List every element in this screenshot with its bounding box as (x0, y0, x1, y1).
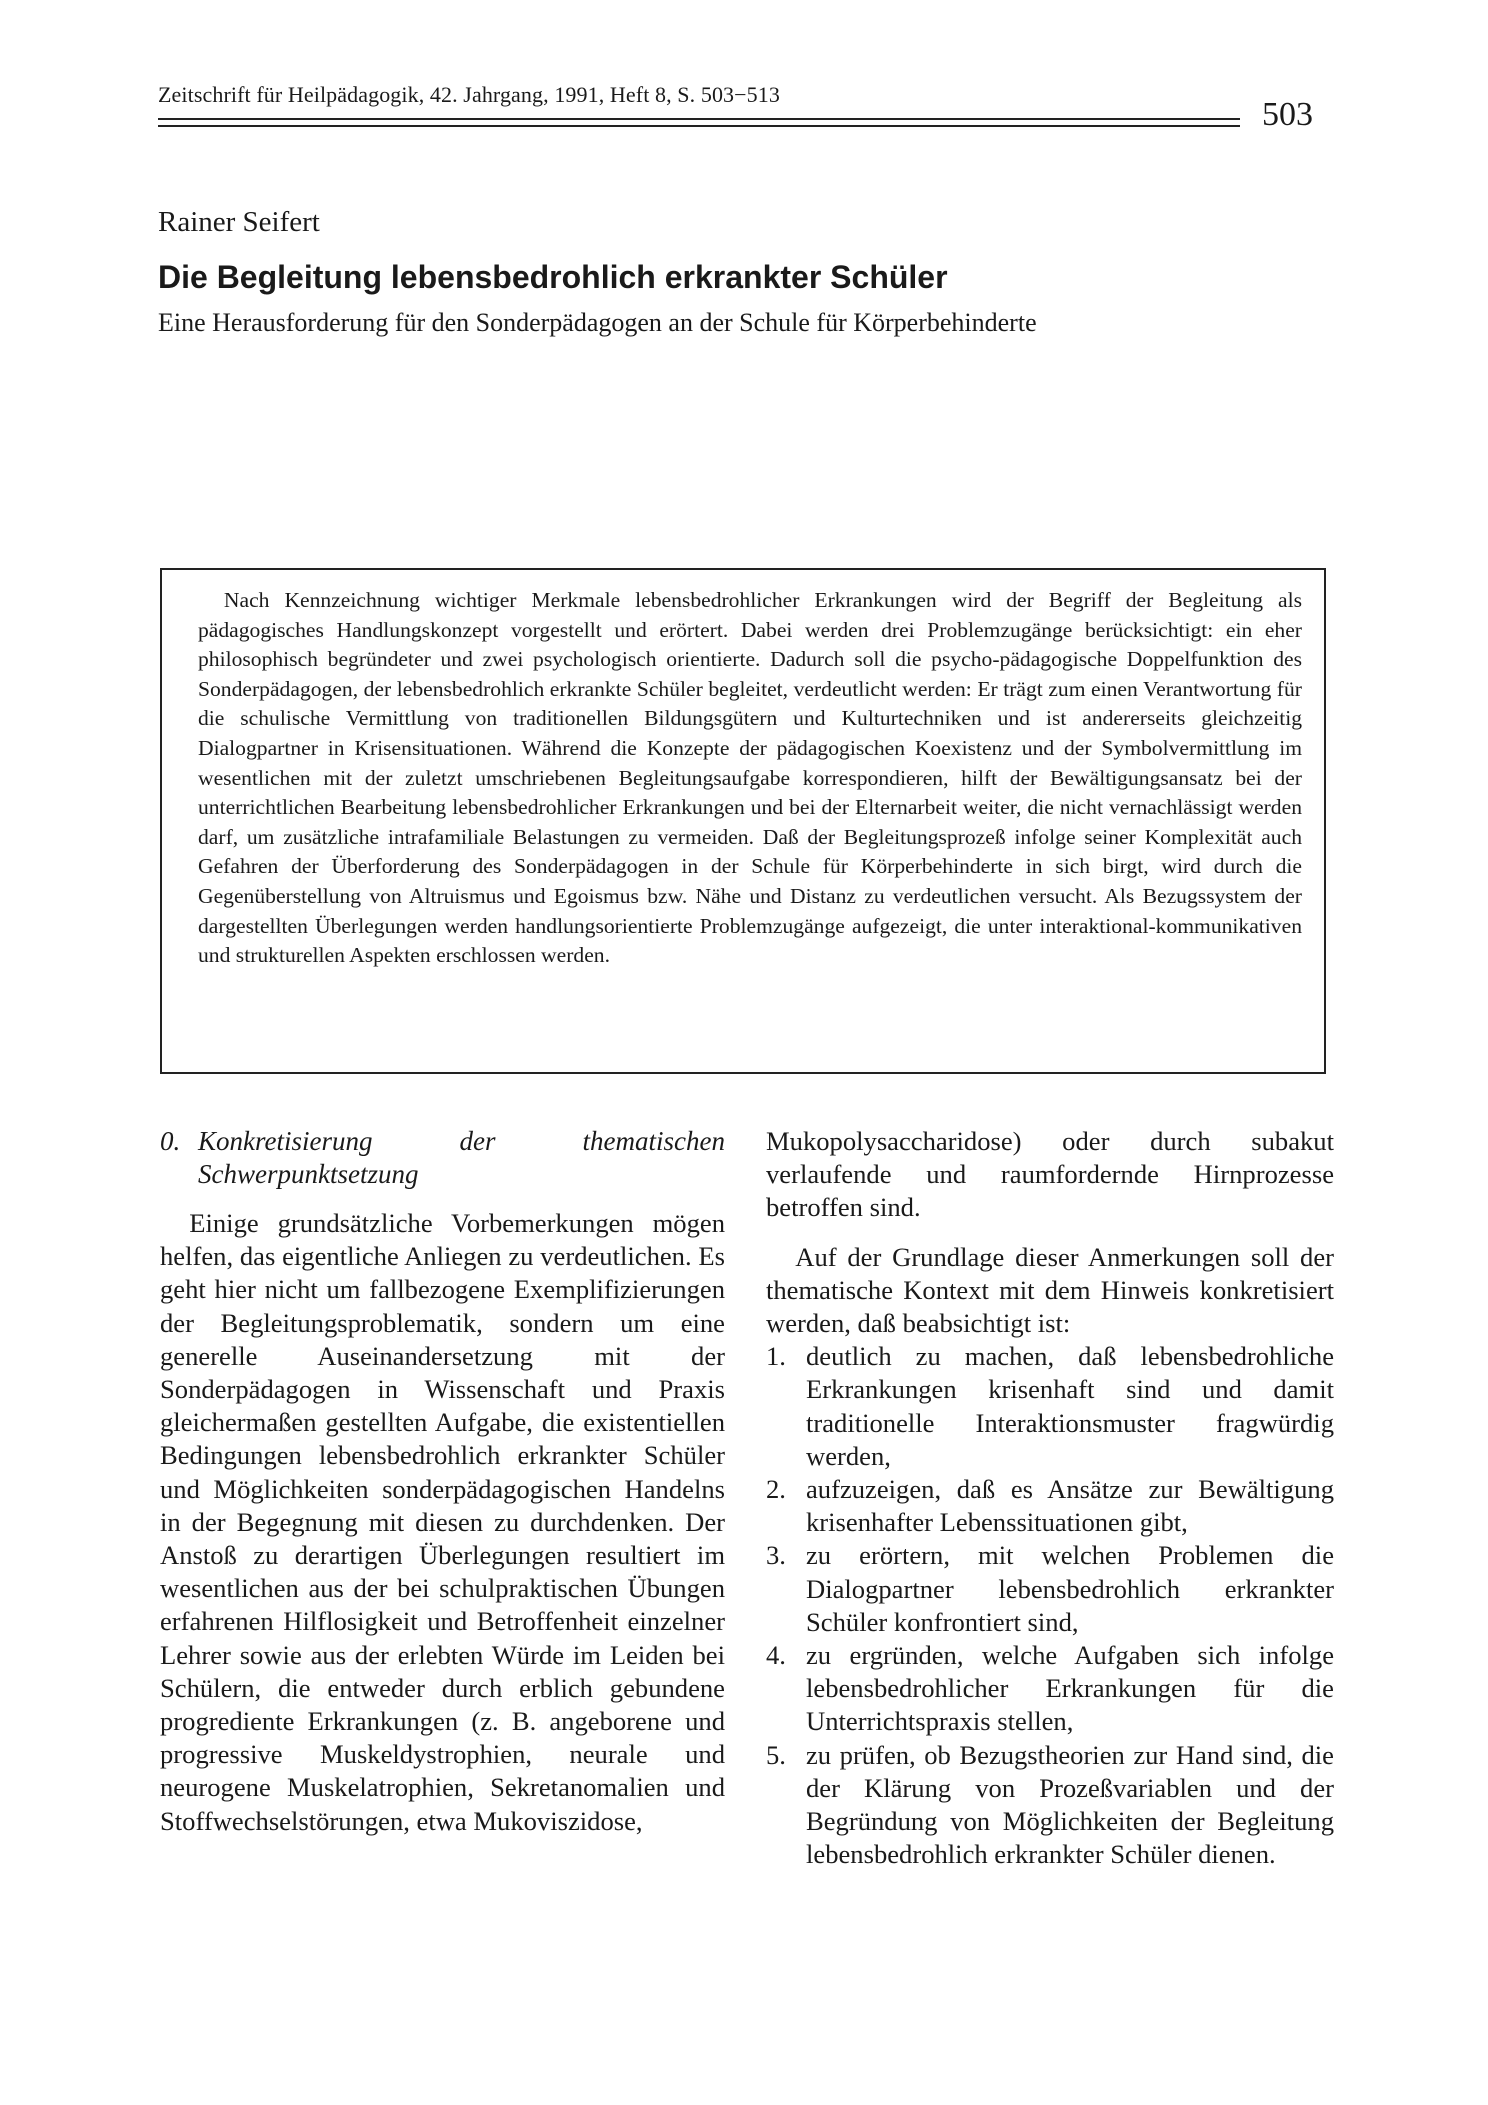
author-name: Rainer Seifert (158, 206, 320, 238)
list-item (766, 1340, 1334, 1473)
list-item-text: zu ergründen, welche Aufgaben sich infolge lebensbedrohlicher Erkrankungen für die Unterrichtspraxis stellen, (806, 1640, 1334, 1737)
list-item-text: zu erörtern, mit welchen Problemen die Dialogpartner lebensbedrohlich erkrankter Schüler konfrontiert sind, (806, 1540, 1334, 1637)
page-number: 503 (1262, 96, 1313, 133)
abstract-text: Nach Kennzeichnung wichtiger Merkmale lebensbedrohlicher Erkrankungen wird der Begriff der Begleitung als pädagogisches Handlungskonzept vorgestellt und erörtert. Dabei werden drei Problemzugänge berücksichtigt: ein eher philosophisch begründeter und zwei psychologisch orientierte. Dadurch soll die psycho-pädagogische Doppelfunktion des Sonderpädagogen, der lebensbedrohlich erkrankte Schüler begleitet, verdeutlicht werden: Er trägt zum einen Verantwortung für die schulische Vermittlung von traditionellen Bildungsgütern und Kulturtechniken und ist andererseits gleichzeitig Dialogpartner in Krisensituationen. Während die Konzepte der pädagogischen Koexistenz und der Symbolvermittlung im wesentlichen mit der zuletzt umschriebenen Begleitungsaufgabe korrespondieren, hilft der Bewältigungsansatz bei der unterrichtlichen Bearbeitung lebensbedrohlicher Erkrankungen und bei der Elternarbeit weiter, die nicht vernachlässigt werden darf, um zusätzliche intrafamiliale Belastungen zu vermeiden. Daß der Begleitungsprozeß infolge seiner Komplexität auch Gefahren der Überforderung des Sonderpädagogen in der Schule für Körperbehinderte in sich birgt, wird durch die Gegenüberstellung von Altruismus und Egoismus bzw. Nähe und Distanz zu verdeutlichen versucht. Als Bezugssystem der dargestellten Überlegungen werden handlungsorientierte Problemzugänge aufgezeigt, die unter interaktional-kommunikativen und strukturellen Aspekten erschlossen werden. (198, 588, 1302, 968)
section-title: Konkretisierung der thematischen Schwerpunktsetzung (198, 1126, 725, 1189)
section-heading (160, 1125, 725, 1191)
list-item (766, 1739, 1334, 1872)
left-column (160, 1125, 725, 1838)
list-item-number: 2. (766, 1474, 786, 1505)
body-paragraph: Einige grundsätzliche Vorbemerkungen mögen helfen, das eigentliche Anliegen zu verdeutlichen. Es geht hier nicht um fallbezogene Exemplifizierungen der Begleitungsproblematik, sondern um eine generelle Auseinandersetzung mit der Sonderpädagogen in Wissenschaft und Praxis gleichermaßen gestellten Aufgabe, die existentiellen Bedingungen lebensbedrohlich erkrankter Schüler und Möglichkeiten sonderpädagogischen Handelns in der Begegnung mit diesen zu durchdenken. Der Anstoß zu derartigen Überlegungen resultiert im wesentlichen aus der bei schulpraktischen Übungen erfahrenen Hilflosigkeit und Betroffenheit einzelner Lehrer sowie aus der erlebten Würde im Leiden bei Schülern, die entweder durch erblich gebundene progrediente Erkrankungen (z. B. angeborene und progressive Muskeldystrophien, neurale und neurogene Muskelatrophien, Sekretanomalien und Stoffwechselstörungen, etwa Mukoviszidose, (160, 1208, 725, 1836)
journal-citation: Zeitschrift für Heilpädagogik, 42. Jahrgang, 1991, Heft 8, S. 503−513 (158, 82, 780, 107)
body-paragraph-continuation: Mukopolysaccharidose) oder durch subakut verlaufende und raumfordernde Hirnprozesse betroffen sind. (766, 1126, 1334, 1223)
list-item-text: aufzuzeigen, daß es Ansätze zur Bewältigung krisenhafter Lebenssituationen gibt, (806, 1474, 1334, 1538)
body-paragraph: Auf der Grundlage dieser Anmerkungen soll der thematische Kontext mit dem Hinweis konkretisiert werden, daß beabsichtigt ist: (766, 1241, 1334, 1339)
list-item-number: 4. (766, 1640, 786, 1671)
abstract-box (160, 568, 1326, 1074)
list-item-number: 1. (766, 1341, 786, 1372)
section-number: 0. (160, 1126, 181, 1156)
list-item-text: zu prüfen, ob Bezugstheorien zur Hand sind, die der Klärung von Prozeßvariablen und der Begründung von Möglichkeiten der Begleitung lebensbedrohlich erkrankter Schüler dienen. (806, 1739, 1334, 1870)
list-item (766, 1539, 1334, 1639)
objectives-list (766, 1340, 1334, 1871)
header-rule (158, 118, 1240, 127)
list-item (766, 1639, 1334, 1739)
list-item-text: deutlich zu machen, daß lebensbedrohliche Erkrankungen krisenhaft sind und damit traditionelle Interaktionsmuster fragwürdig werden, (806, 1341, 1334, 1471)
list-item-number: 3. (766, 1540, 786, 1571)
right-column (766, 1125, 1334, 1871)
list-item (766, 1473, 1334, 1539)
article-subtitle: Eine Herausforderung für den Sonderpädagogen an der Schule für Körperbehinderte (158, 308, 1037, 337)
list-item-number: 5. (766, 1739, 786, 1770)
article-title: Die Begleitung lebensbedrohlich erkrankter Schüler (158, 259, 948, 295)
